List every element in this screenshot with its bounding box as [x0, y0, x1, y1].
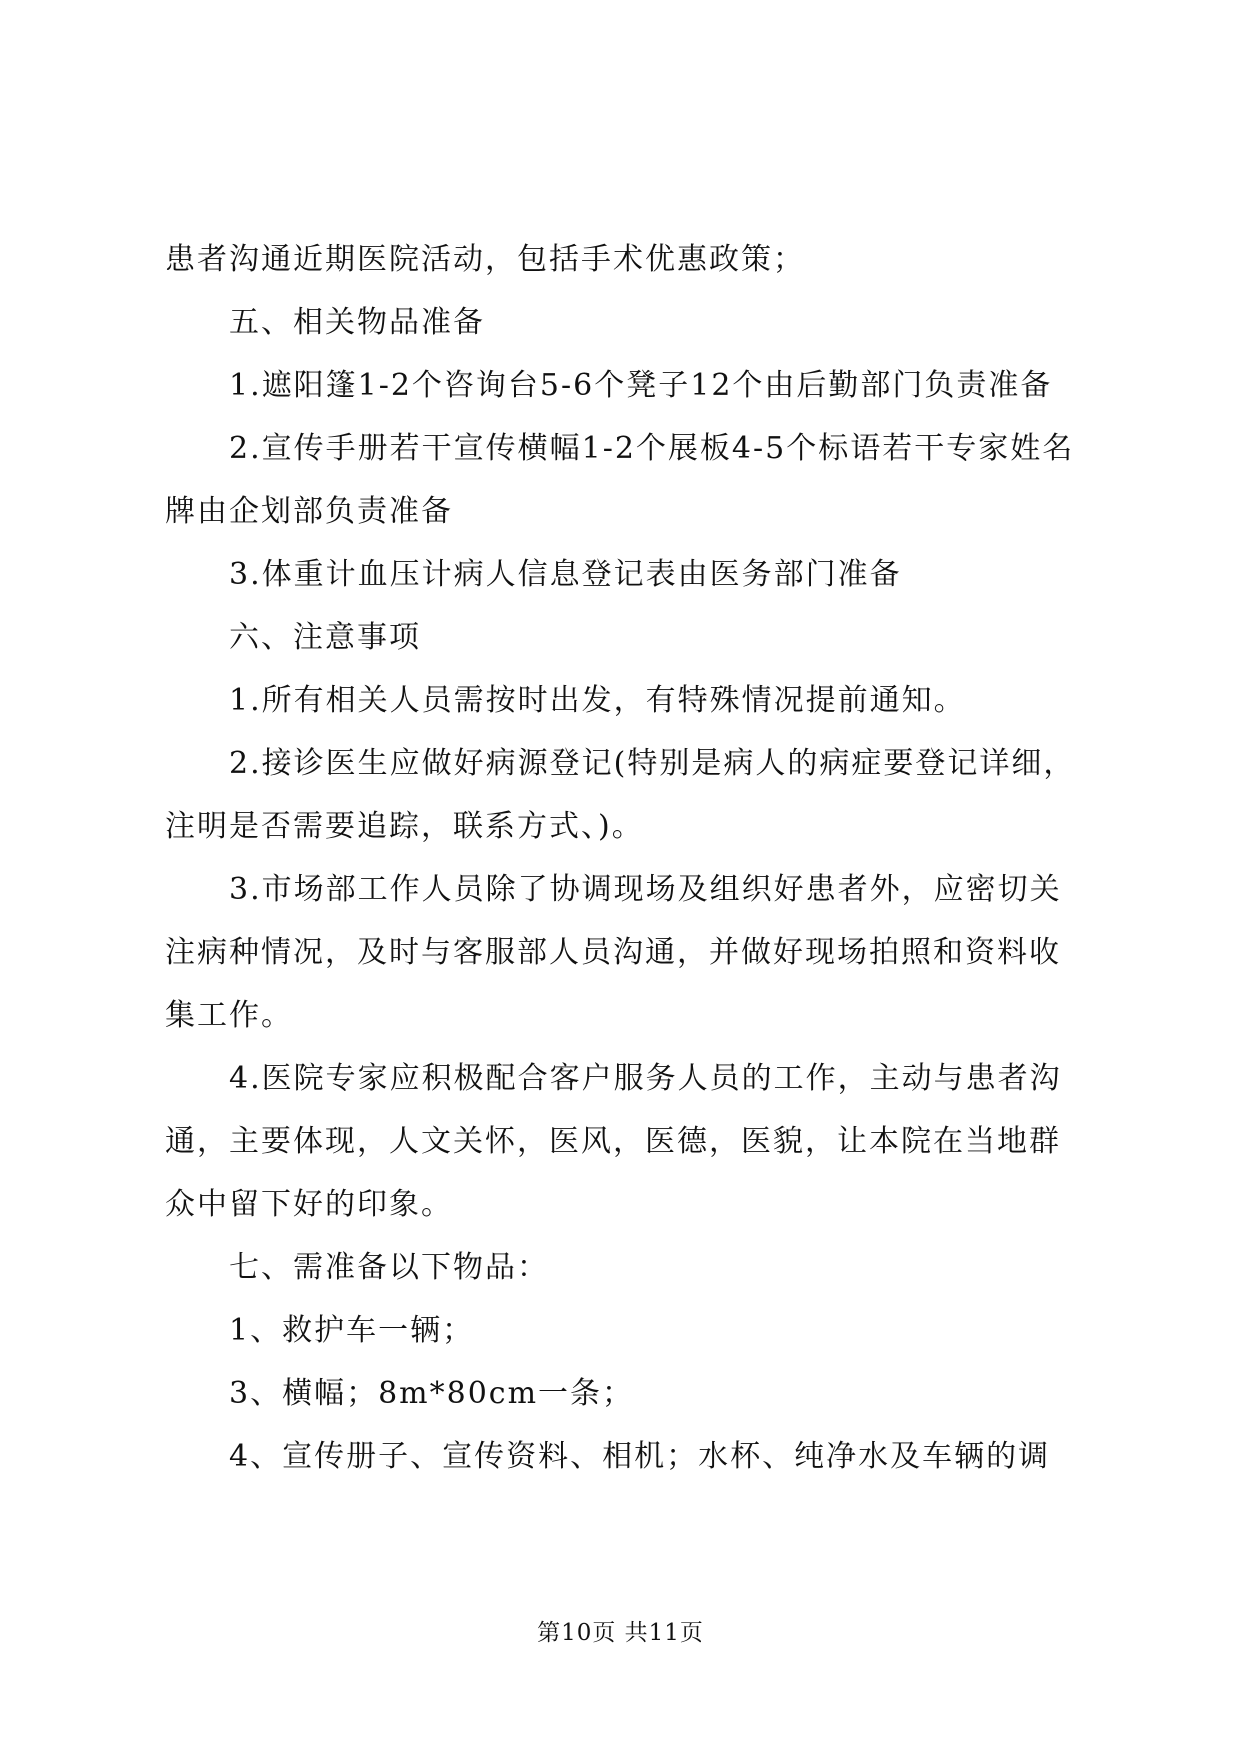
paragraph-item: 1.遮阳篷1-2个咨询台5-6个凳子12个由后勤部门负责准备: [229, 368, 1053, 403]
section-heading-7: 七、需准备以下物品：: [229, 1250, 549, 1285]
paragraph-item: 1.所有相关人员需按时出发，有特殊情况提前通知。: [229, 683, 966, 718]
paragraph-item: 2.接诊医生应做好病源登记(特别是病人的病症要登记详细，注明是否需要追踪，联系方式、)。: [165, 746, 1076, 844]
page-number-footer: 第10页 共11页: [537, 1620, 704, 1646]
paragraph-item: 4.医院专家应积极配合客户服务人员的工作，主动与患者沟通，主要体现，人文关怀，医风，医德，医貌，让本院在当地群众中留下好的印象。: [165, 1061, 1062, 1222]
document-body: [165, 228, 1077, 1488]
paragraph-item: 2.宣传手册若干宣传横幅1-2个展板4-5个标语若干专家姓名牌由企划部负责准备: [165, 431, 1075, 529]
paragraph-item: 3、横幅；8m*80cm一条；: [229, 1376, 635, 1411]
paragraph-item: 3.体重计血压计病人信息登记表由医务部门准备: [229, 557, 902, 592]
section-heading-6: 六、注意事项: [229, 620, 421, 655]
paragraph-item: 3.市场部工作人员除了协调现场及组织好患者外，应密切关注病种情况，及时与客服部人员沟通，并做好现场拍照和资料收集工作。: [165, 872, 1062, 1033]
paragraph-1: 患者沟通近期医院活动，包括手术优惠政策；: [165, 242, 805, 277]
paragraph-item: 4、宣传册子、宣传资料、相机；水杯、纯净水及车辆的调: [229, 1439, 1051, 1474]
paragraph-item: 1、救护车一辆；: [229, 1313, 475, 1348]
section-heading-5: 五、相关物品准备: [229, 305, 485, 340]
